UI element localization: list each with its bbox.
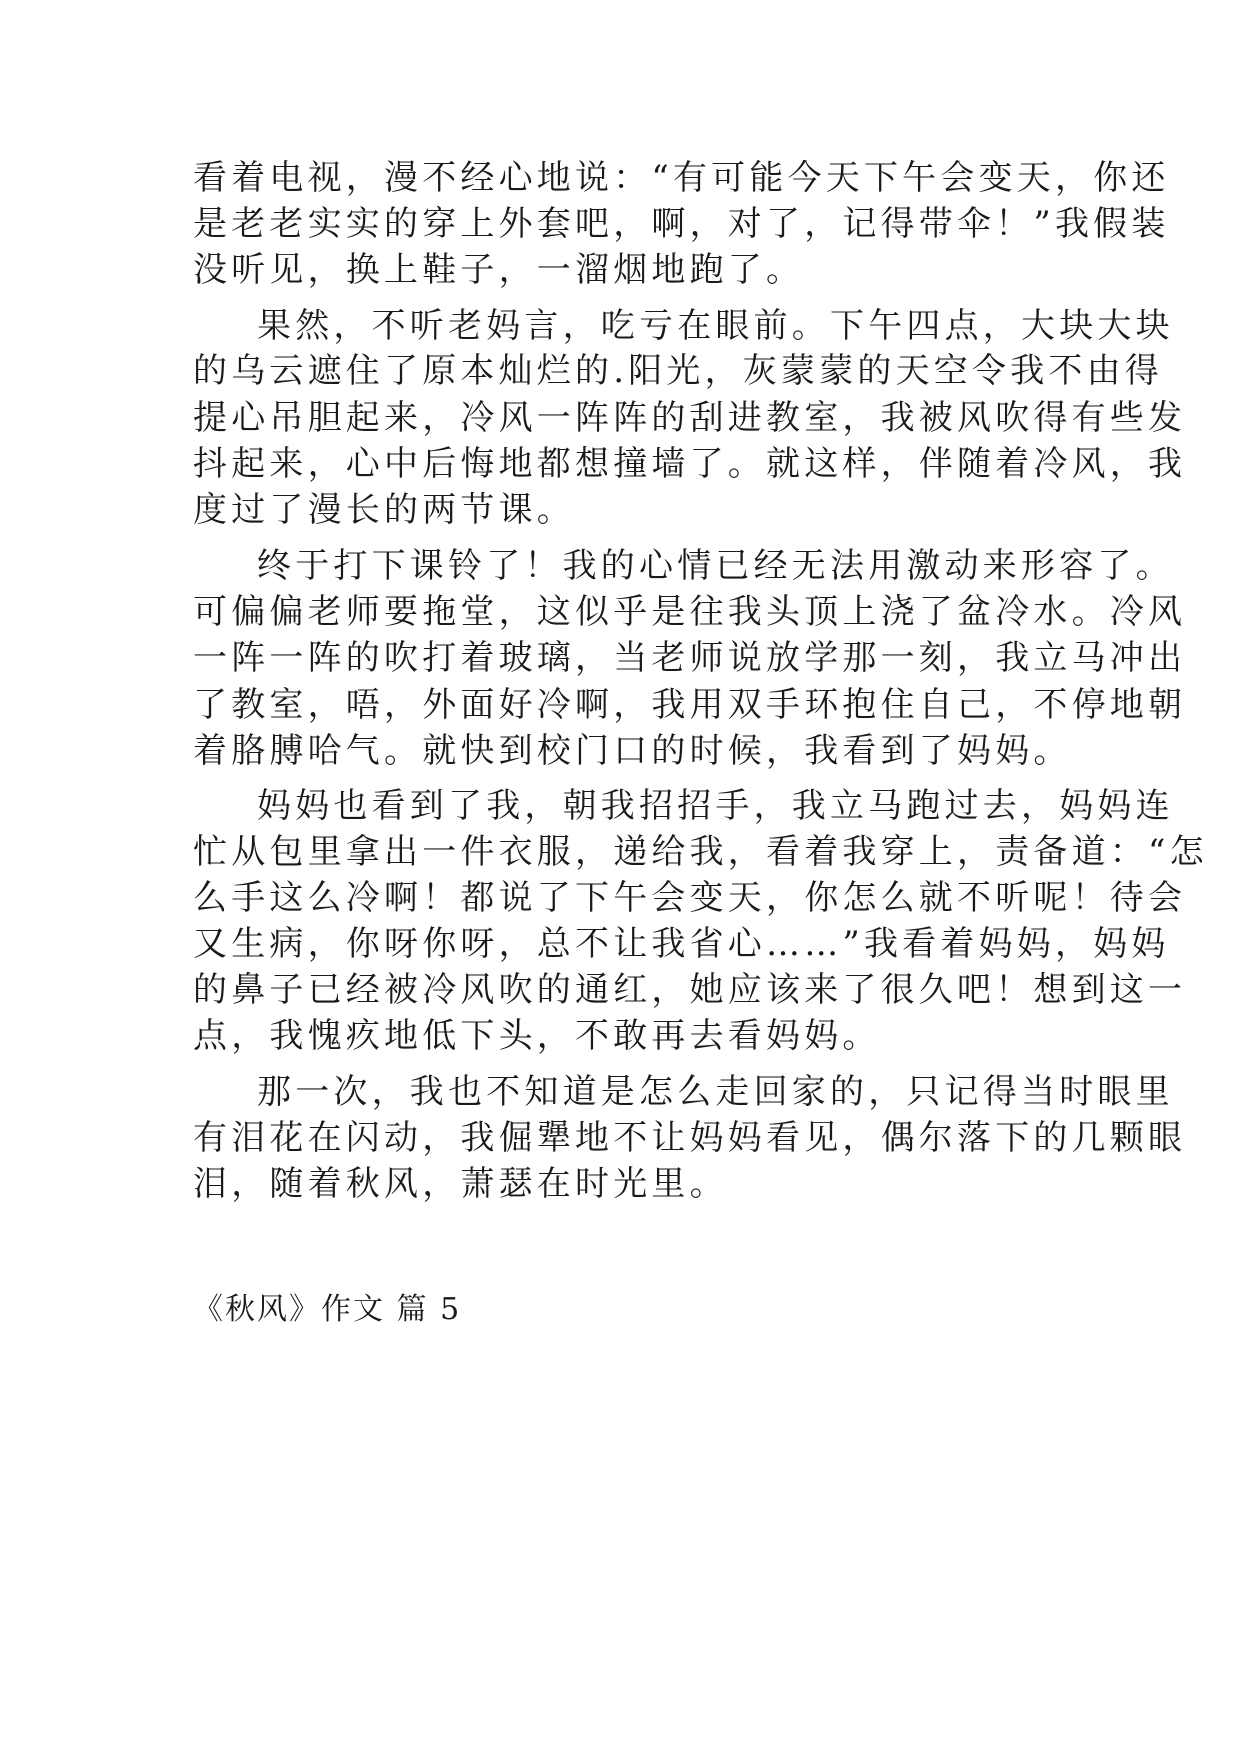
paragraph-5-line-1: 那一次，我也不知道是怎么走回家的，只记得当时眼里 [257, 1072, 1174, 1112]
paragraph-2-line-3: 提心吊胆起来，冷风一阵阵的刮进教室，我被风吹得有些发 [193, 398, 1187, 438]
paragraph-1-line-3: 没听见，换上鞋子，一溜烟地跑了。 [193, 250, 805, 290]
paragraph-3-line-2: 可偏偏老师要拖堂，这似乎是往我头顶上浇了盆冷水。冷风 [193, 592, 1187, 632]
paragraph-5-line-2: 有泪花在闪动，我倔犟地不让妈妈看见，偶尔落下的几颗眼 [193, 1118, 1187, 1158]
paragraph-1-line-2: 是老老实实的穿上外套吧，啊，对了，记得带伞！”我假装 [193, 204, 1170, 244]
paragraph-1-line-1: 看着电视，漫不经心地说：“有可能今天下午会变天，你还 [193, 158, 1170, 198]
paragraph-3-line-1: 终于打下课铃了！我的心情已经无法用激动来形容了。 [257, 546, 1174, 586]
paragraph-4-line-6: 点，我愧疚地低下头，不敢再去看妈妈。 [193, 1016, 881, 1056]
paragraph-4-line-5: 的鼻子已经被冷风吹的通红，她应该来了很久吧！想到这一 [193, 970, 1187, 1010]
paragraph-5-line-3: 泪，随着秋风，萧瑟在时光里。 [193, 1164, 728, 1204]
paragraph-2-line-4: 抖起来，心中后悔地都想撞墙了。就这样，伴随着冷风，我 [193, 444, 1187, 484]
paragraph-2-line-1: 果然，不听老妈言，吃亏在眼前。下午四点，大块大块 [257, 306, 1174, 346]
paragraph-4-line-1: 妈妈也看到了我，朝我招招手，我立马跑过去，妈妈连 [257, 786, 1174, 826]
paragraph-3-line-5: 着胳膊哈气。就快到校门口的时候，我看到了妈妈。 [193, 731, 1072, 771]
paragraph-3-line-3: 一阵一阵的吹打着玻璃，当老师说放学那一刻，我立马冲出 [193, 638, 1187, 678]
paragraph-2-line-5: 度过了漫长的两节课。 [193, 490, 575, 530]
paragraph-3-line-4: 了教室，唔，外面好冷啊，我用双手环抱住自己，不停地朝 [193, 685, 1187, 725]
paragraph-4-line-2: 忙从包里拿出一件衣服，递给我，看着我穿上，责备道：“怎 [193, 832, 1208, 872]
paragraph-2-line-2: 的乌云遮住了原本灿烂的.阳光，灰蒙蒙的天空令我不由得 [193, 351, 1164, 391]
section-heading: 《秋风》作文 篇 5 [193, 1292, 462, 1327]
paragraph-4-line-3: 么手这么冷啊！都说了下午会变天，你怎么就不听呢！待会 [193, 878, 1187, 918]
paragraph-4-line-4: 又生病，你呀你呀，总不让我省心……”我看着妈妈，妈妈 [193, 924, 1170, 964]
